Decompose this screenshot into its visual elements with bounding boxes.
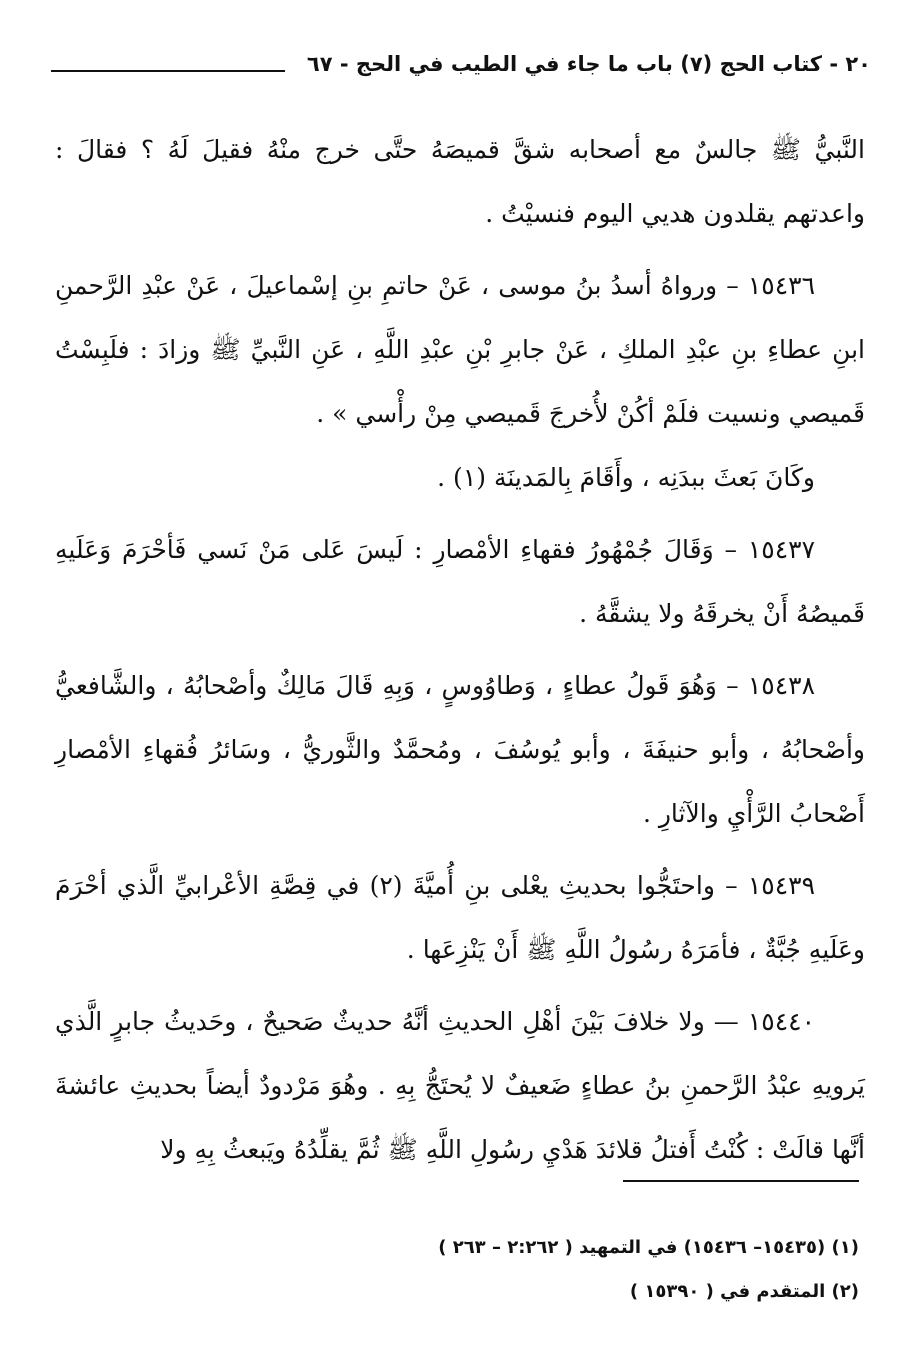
paragraph-15438: ١٥٤٣٨ – وَهُوَ قَولُ عطاءٍ ، وَطاوُوسٍ ، وَبِهِ قَالَ مَالِكٌ وأصْحابُهُ ، والشَّافعيُّ وأصْحابُهُ ، وأبو حنيفَةَ ، وأبو يُوسُفَ ، ومُحمَّدٌ والثَّوريُّ ، وسَائرُ فُقهاءِ الأمْصارِ أَصْحابُ الرَّأْيِ والآثارِ . — [55, 671, 865, 828]
paragraph-15440: ١٥٤٤٠ — ولا خلافَ بَيْنَ أهْلِ الحديثِ أنَّهُ حديثٌ صَحيحٌ ، وحَديثُ جابرٍ الَّذي يَرويهِ عبْدُ الرَّحمنِ بنُ عطاءٍ ضَعيفٌ لا يُحتَجُّ بِهِ . وهُوَ مَرْدودٌ أيضاً بحديثِ عائشةَ أنَّها قالَتْ : كُنْتُ أَفتلُ قلائدَ هَدْيِ رسُولِ اللَّهِ ﷺ ثُمَّ يقلِّدُهُ ويَبعثُ بِهِ ولا — [55, 1007, 865, 1164]
paragraph-15437: ١٥٤٣٧ – وَقَالَ جُمْهُورُ فقهاءِ الأمْصارِ : لَيسَ عَلى مَنْ نَسي فَأحْرَمَ وَعَلَيهِ قَميصُهُ أَنْ يخرقَهُ ولا يشقَّهُ . — [55, 535, 865, 628]
header-rule — [51, 70, 285, 72]
footnote-2: (٢) المتقدم في ( ١٥٣٩٠ ) — [629, 1281, 859, 1302]
running-header-title: ٢٠ - كتاب الحج (٧) باب ما جاء في الطيب في الحج - ٦٧ — [306, 52, 871, 76]
footnote-separator — [623, 1180, 859, 1182]
paragraph-continuation: النَّبيُّ ﷺ جالسٌ مع أصحابه شقَّ قميصَهُ حتَّى خرج منْهُ فقيلَ لَهُ ؟ فقالَ : واعدتهم يقلدون هديي اليوم فنسيْتُ . — [55, 135, 865, 228]
main-text — [55, 118, 865, 1182]
paragraph-15439: ١٥٤٣٩ – واحتَجُّوا بحديثِ يعْلى بنِ أُميَّةَ (٢) في قِصَّةِ الأعْرابيِّ الَّذي أحْرَمَ وعَلَيهِ جُبَّةٌ ، فأمَرَهُ رسُولُ اللَّهِ ﷺ أَنْ يَنْزِعَها . — [55, 871, 865, 964]
running-header — [51, 44, 871, 84]
footnote-1: (١) (١٥٤٣٥– ١٥٤٣٦) في التمهيد ( ٢:٢٦٢ – ٢٦٣ ) — [438, 1237, 859, 1258]
paragraph-15436: ١٥٤٣٦ – ورواهُ أسدُ بنُ موسى ، عَنْ حاتمِ بنِ إسْماعيلَ ، عَنْ عبْدِ الرَّحمنِ ابنِ عطاءِ بنِ عبْدِ الملكِ ، عَنْ جابرِ بْنِ عبْدِ اللَّهِ ، عَنِ النَّبيِّ ﷺ وزادَ : فلَبِسْتُ قَميصي ونسيت فلَمْ أكُنْ لأُخرجَ قَميصي مِنْ رأْسي » . — [55, 271, 865, 428]
paragraph-note: وكَانَ بَعثَ ببدَنِه ، وأَقَامَ بِالمَدينَة (١) . — [437, 463, 815, 492]
footnotes — [159, 1226, 859, 1314]
